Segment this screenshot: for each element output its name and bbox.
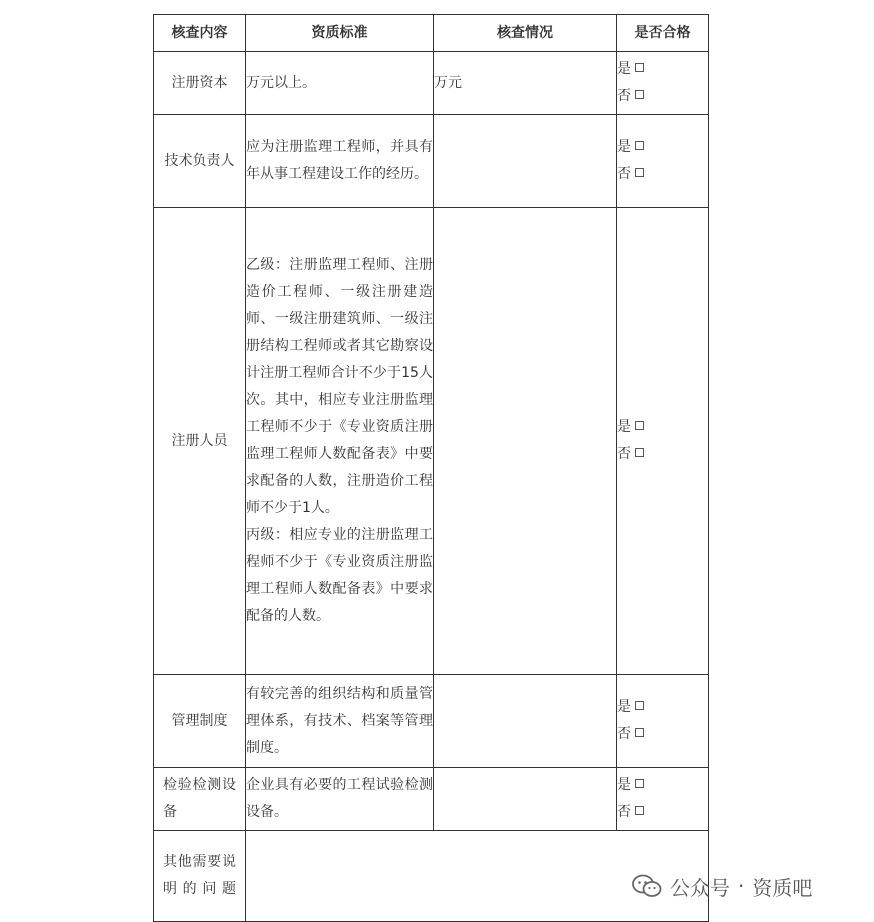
standard-text: 应为注册监理工程师，并具有 年从事工程建设工作的经历。 <box>246 139 433 182</box>
checkbox-icon[interactable] <box>635 421 644 430</box>
checkbox-icon[interactable] <box>635 63 644 72</box>
table-row-registered-capital <box>154 52 709 115</box>
standard-cell <box>246 675 434 768</box>
header-qualified: 是否合格 <box>617 15 709 52</box>
checkbox-icon[interactable] <box>635 806 644 815</box>
option-no[interactable]: 否 <box>617 799 708 826</box>
item-cell: 检验检测设备 <box>154 768 246 831</box>
standard-text-grade-c: 丙级：相应专业的注册监理工程师不少于《专业资质注册监理工程师人数配备表》中要求配备的人数。 <box>246 527 433 624</box>
standard-cell <box>246 52 434 115</box>
checkbox-icon[interactable] <box>635 779 644 788</box>
option-no[interactable]: 否 <box>617 441 708 468</box>
checkbox-icon[interactable] <box>635 728 644 737</box>
result-cell <box>617 52 709 115</box>
check-cell <box>434 208 617 675</box>
check-cell <box>434 768 617 831</box>
standard-cell <box>246 208 434 675</box>
option-yes[interactable]: 是 <box>617 772 708 799</box>
header-check-status: 核查情况 <box>434 15 617 52</box>
checkbox-icon[interactable] <box>635 141 644 150</box>
watermark-account: 资质吧 <box>752 875 813 900</box>
option-no[interactable]: 否 <box>617 721 708 748</box>
wechat-icon <box>632 874 662 898</box>
checkbox-icon[interactable] <box>635 90 644 99</box>
result-cell <box>617 208 709 675</box>
watermark <box>632 872 812 900</box>
table-row-management-system <box>154 675 709 768</box>
watermark-label: 公众号 <box>670 875 730 900</box>
item-cell: 注册资本 <box>154 52 246 115</box>
item-cell: 其他需要说明的问题 <box>154 831 246 922</box>
header-qualification-standard: 资质标准 <box>246 15 434 52</box>
item-cell: 管理制度 <box>154 675 246 768</box>
option-no[interactable]: 否 <box>617 161 708 188</box>
qualification-check-table <box>153 14 709 922</box>
table-row-technical-lead <box>154 115 709 208</box>
check-cell <box>434 115 617 208</box>
checkbox-icon[interactable] <box>635 168 644 177</box>
standard-cell <box>246 768 434 831</box>
table-header-row <box>154 15 709 52</box>
check-cell: 万元 <box>434 52 617 115</box>
result-cell <box>617 115 709 208</box>
standard-text: 万元以上。 <box>246 74 316 91</box>
option-yes[interactable]: 是 <box>617 414 708 441</box>
watermark-separator: · <box>738 874 745 898</box>
check-cell <box>434 675 617 768</box>
header-check-content: 核查内容 <box>154 15 246 52</box>
option-yes[interactable]: 是 <box>617 56 708 83</box>
standard-text: 有较完善的组织结构和质量管理体系，有技术、档案等管理制度。 <box>246 685 433 756</box>
item-cell: 注册人员 <box>154 208 246 675</box>
checkbox-icon[interactable] <box>635 701 644 710</box>
table-row-other-notes <box>154 831 709 922</box>
standard-cell <box>246 115 434 208</box>
standard-text: 企业具有必要的工程试验检测设备。 <box>246 777 433 820</box>
option-yes[interactable]: 是 <box>617 694 708 721</box>
checkbox-icon[interactable] <box>635 448 644 457</box>
result-cell <box>617 675 709 768</box>
result-cell <box>617 768 709 831</box>
standard-text-grade-b: 乙级：注册监理工程师、注册造价工程师、一级注册建造师、一级注册建筑师、一级注册结构工程师或者其它勘察设计注册工程师合计不少于15人次。其中，相应专业注册监理工程师不少于《专业资质注册监理工程师人数配备表》中要求配备的人数，注册造价工程师不少于1人。 <box>246 257 433 516</box>
option-yes[interactable]: 是 <box>617 134 708 161</box>
table-row-testing-equipment <box>154 768 709 831</box>
option-no[interactable]: 否 <box>617 83 708 110</box>
table-row-registered-personnel <box>154 208 709 675</box>
item-cell: 技术负责人 <box>154 115 246 208</box>
